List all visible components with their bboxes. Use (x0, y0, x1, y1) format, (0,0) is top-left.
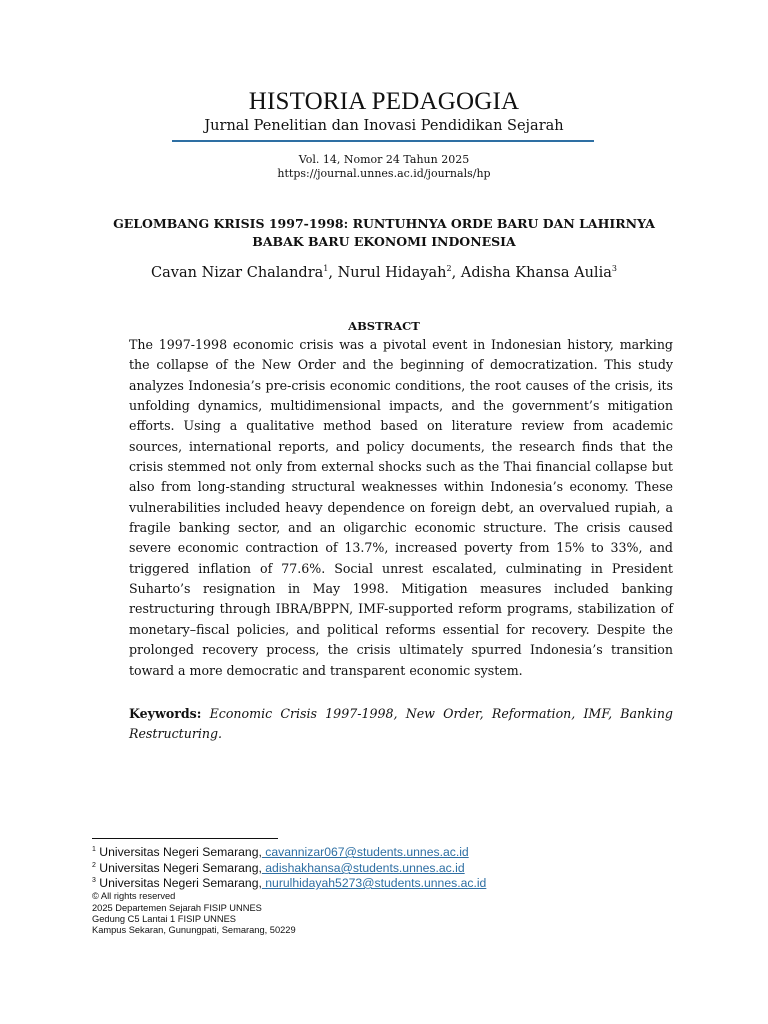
abstract-heading: ABSTRACT (348, 319, 420, 333)
header-divider (172, 140, 594, 142)
author-footnote-mark: 2 (446, 264, 452, 274)
footnote-mark: 2 (92, 861, 96, 869)
journal-url: https://journal.unnes.ac.id/journals/hp (277, 167, 491, 180)
keywords-list: Economic Crisis 1997-1998, New Order, Reformation, IMF, Banking Restructuring. (129, 706, 673, 741)
author-name: Nurul Hidayah (337, 265, 447, 281)
author-footnote-mark: 1 (323, 264, 329, 274)
author-list (0, 265, 768, 281)
author-name: Adisha Khansa Aulia (460, 265, 612, 281)
footnote-divider (92, 838, 278, 839)
footnote-affiliation (92, 861, 465, 875)
author-separator: , (451, 265, 461, 281)
footnote-mark: 3 (92, 876, 96, 884)
volume-info: Vol. 14, Nomor 24 Tahun 2025 (298, 153, 470, 166)
footnote-affiliation (92, 876, 486, 890)
paper-title-line-1: GELOMBANG KRISIS 1997-1998: RUNTUHNYA ORDE BARU DAN LAHIRNYA (113, 216, 655, 231)
footnote-affiliation (92, 845, 469, 859)
keywords (129, 704, 673, 744)
author-email-link[interactable]: cavannizar067@students.unnes.ac.id (261, 845, 469, 859)
author-email-link[interactable]: nurulhidayah5273@students.unnes.ac.id (261, 876, 487, 890)
publisher-address: Kampus Sekaran, Gunungpati, Semarang, 50229 (92, 925, 296, 935)
footnote-affiliation-text: Universitas Negeri Semarang, (95, 876, 262, 890)
journal-subtitle: Jurnal Penelitian dan Inovasi Pendidikan Sejarah (204, 118, 564, 134)
footnote-affiliation-text: Universitas Negeri Semarang, (95, 845, 262, 859)
journal-title: HISTORIA PEDAGOGIA (248, 88, 520, 115)
footnote-mark: 1 (92, 845, 96, 853)
author-separator: , (328, 265, 338, 281)
keywords-label: Keywords: (129, 706, 202, 721)
publisher-department: 2025 Departemen Sejarah FISIP UNNES (92, 903, 262, 913)
footnote-affiliation-text: Universitas Negeri Semarang, (95, 861, 262, 875)
author-footnote-mark: 3 (611, 264, 617, 274)
author-name: Cavan Nizar Chalandra (151, 265, 324, 281)
copyright-notice: © All rights reserved (92, 891, 176, 901)
abstract-body: The 1997-1998 economic crisis was a pivotal event in Indonesian history, marking the collapse of the New Order and the beginning of democratization. This study analyzes Indonesia’s pre-crisis economic conditions, the root causes of the crisis, its unfolding dynamics, multidimensional impacts, and the government’s mitigation efforts. Using a qualitative method based on literature review from academic sources, international reports, and policy documents, the research finds that the crisis stemmed not only from external shocks such as the Thai financial collapse but also from long-standing structural weaknesses within Indonesia’s economy. These vulnerabilities included heavy dependence on foreign debt, an overvalued rupiah, a fragile banking sector, and an oligarchic economic structure. The crisis caused severe economic contraction of 13.7%, increased poverty from 15% to 33%, and triggered inflation of 77.6%. Social unrest escalated, culminating in President Suharto’s resignation in May 1998. Mitigation measures included banking restructuring through IBRA/BPPN, IMF-supported reform programs, stabilization of monetary–fiscal policies, and political reforms essential for recovery. Despite the prolonged recovery process, the crisis ultimately spurred Indonesia’s transition toward a more democratic and transparent economic system. (129, 337, 673, 678)
paper-title (100, 215, 668, 251)
publisher-building: Gedung C5 Lantai 1 FISIP UNNES (92, 914, 237, 924)
author-email-link[interactable]: adishakhansa@students.unnes.ac.id (261, 861, 465, 875)
paper-title-line-2: BABAK BARU EKONOMI INDONESIA (252, 234, 516, 249)
